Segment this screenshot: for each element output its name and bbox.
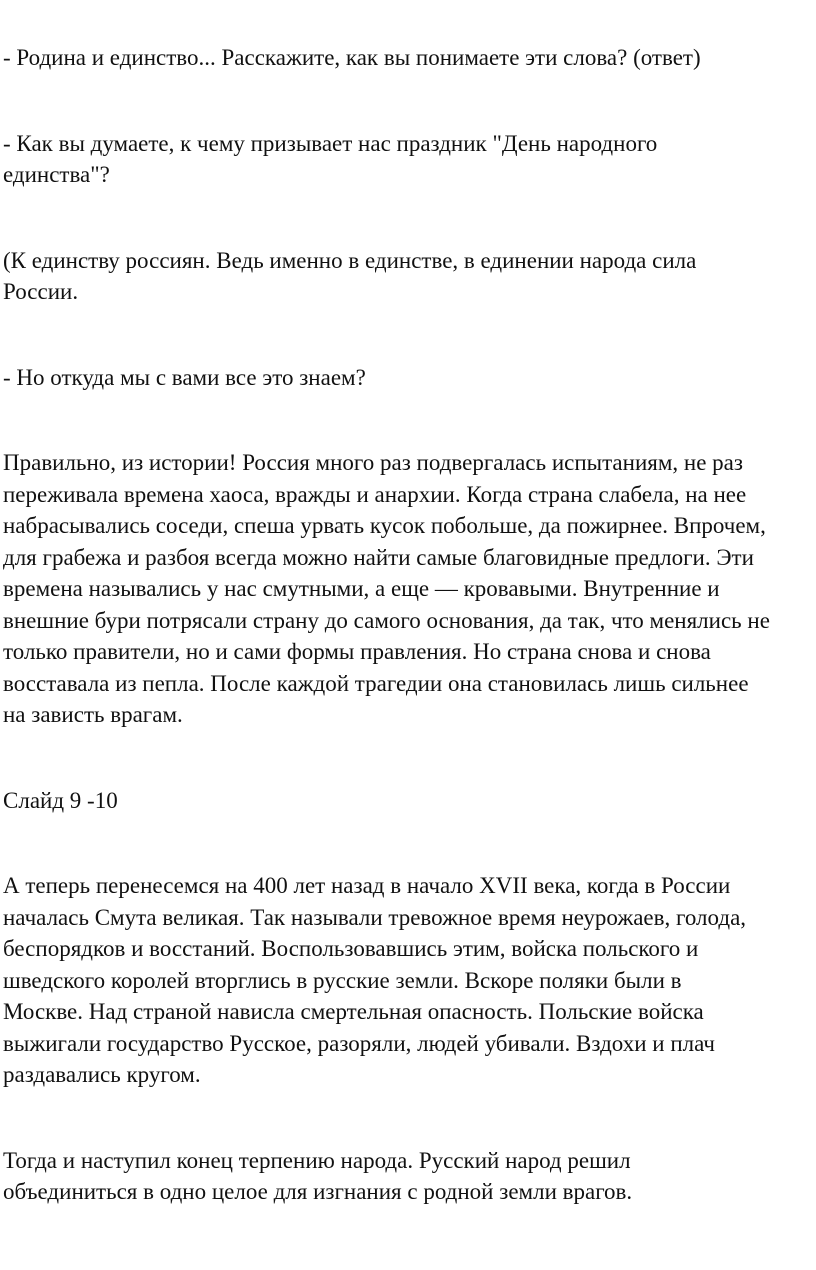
- paragraph-people-unite: Тогда и наступил конец терпению народа. Русский народ решил объединиться в одно целое для изгнания с родной земли врагов.: [3, 1147, 633, 1204]
- paragraph-gap: [3, 816, 813, 870]
- paragraph-gap: [3, 191, 813, 245]
- slide-reference: Слайд 9 -10: [3, 787, 118, 813]
- paragraph-time-of-troubles: А теперь перенесемся на 400 лет назад в начало XVII века, когда в России началась Смута великая. Так называли тревожное время неурожаев, голода, беспорядков и восстаний. Воспользовавшись этим, войска польского и шведского королей вторглись в русские земли. Вскоре поляки были в Москве. Над страной нависла смертельная опасность. Польские войска выжигали государство Русское, разоряли, людей убивали. Вздохи и плач раздавались кругом.: [3, 873, 747, 1087]
- paragraph-answer-unity: (К единству россиян. Ведь именно в единстве, в единении народа сила России.: [3, 247, 697, 304]
- paragraph-question-homeland: - Родина и единство... Расскажите, как вы понимаете эти слова? (ответ): [3, 45, 701, 70]
- paragraph-history: Правильно, из истории! Россия много раз подвергалась испытаниям, не раз переживала времена хаоса, вражды и анархии. Когда страна слабела, на нее набрасывались соседи, спеша урвать кусок побольше, да пожирнее. Впрочем, для грабежа и разбоя всегда можно найти самые благовидные предлоги. Эти времена назывались у нас смутными, а еще — кровавыми. Внутренние и внешние бури потрясали страну до самого основания, да так, что менялись не только правители, но и сами формы правления. Но страна снова и снова восставала из пепла. После каждой трагедии она становилась лишь сильнее на зависть врагам.: [3, 450, 770, 727]
- paragraph-question-holiday: - Как вы думаете, к чему призывает нас праздник "День народного единства"?: [3, 130, 658, 187]
- paragraph-gap: [3, 74, 813, 128]
- paragraph-gap: [3, 731, 813, 785]
- paragraph-gap: [3, 1091, 813, 1145]
- paragraph-gap: [3, 393, 813, 447]
- paragraph-gap: [3, 308, 813, 362]
- document-body: [3, 42, 813, 1208]
- paragraph-question-source: - Но откуда мы с вами все это знаем?: [3, 364, 366, 390]
